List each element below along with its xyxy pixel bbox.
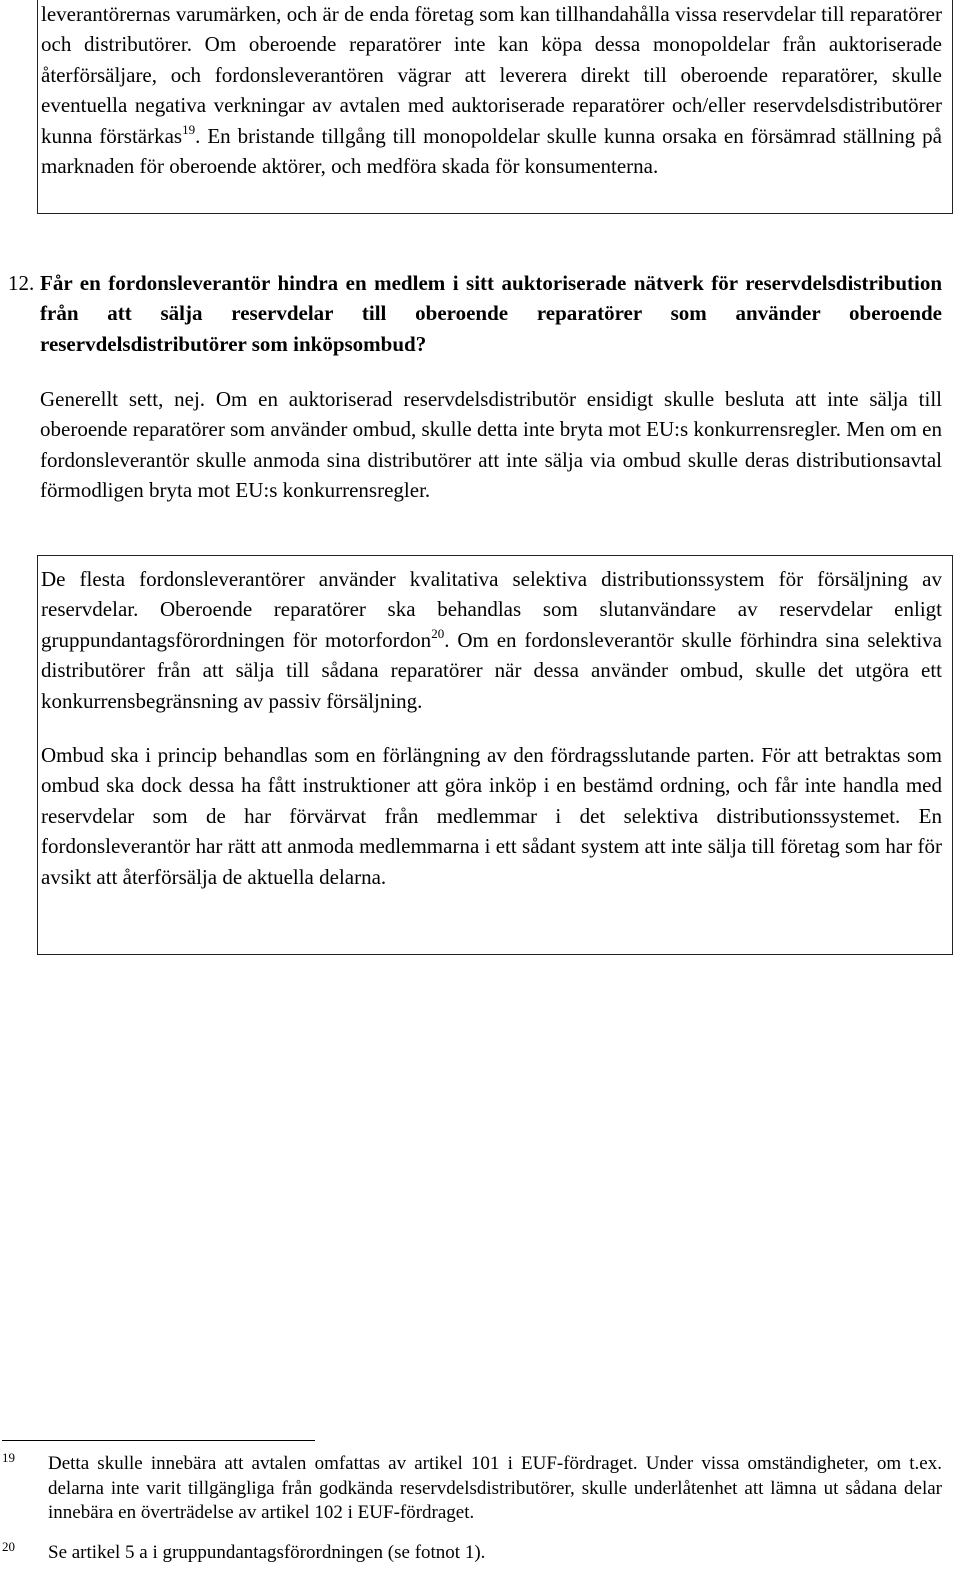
answer-block — [40, 384, 942, 506]
footnote-20 — [0, 1541, 950, 1566]
boxed-paragraph — [38, 0, 952, 181]
boxed-paragraph-1-text: De flesta fordonsleverantörer använder kvalitativa selektiva distributionssystem för försäljning av reservdelar. Oberoende reparatörer ska behandlas som slutanvändare av reservdelar enligt gruppundantagsförordningen för motorfordon — [41, 567, 942, 652]
footnote-19 — [0, 1452, 950, 1526]
question-heading: Får en fordonsleverantör hindra en medlem i sitt auktoriserade nätverk för reservdelsdistribution från att sälja reservdelar till oberoende reparatörer som använder oberoende reservdelsdistributörer som inköpsombud? — [40, 271, 942, 356]
boxed-paragraph-1-text-after: . Om en fordonsleverantör skulle förhindra sina selektiva distributörer från att sälja till sådana reparatörer när dessa använder ombud, skulle det utgöra ett konkurrensbegränsning av passiv försäljning. — [41, 627, 942, 713]
footnote-text: Detta skulle innebära att avtalen omfattas av artikel 101 i EUF-fördraget. Under vissa omständigheter, om t.ex. delarna inte varit tillgängliga från godkända reservdelsdistributörer, skulle underlåtenhet att lämna ut sådana delar innebära en överträdelse av artikel 102 i EUF-fördraget. — [48, 1453, 942, 1523]
question-number: 12. — [8, 271, 35, 295]
boxed-paragraph-text-after: . En bristande tillgång till monopoldelar skulle kunna orsaka en försämrad ställning på marknaden för oberoende aktörer, och medföra skada för konsumenterna. — [41, 123, 942, 179]
boxed-text-continued — [37, 0, 953, 214]
answer-paragraph: Generellt sett, nej. Om en auktoriserad reservdelsdistributör ensidigt skulle besluta att inte sälja till oberoende reparatörer som använder ombud, skulle detta inte bryta mot EU:s konkurrensregler. Men om en fordonsleverantör skulle anmoda sina distributörer att inte sälja via ombud skulle deras distributionsavtal förmodligen bryta mot EU:s konkurrensregler. — [40, 387, 942, 503]
footnote-mark: 19 — [2, 1450, 15, 1465]
footnote-separator — [2, 1440, 315, 1441]
question-block — [8, 268, 942, 359]
footnote-ref-19[interactable]: 19 — [182, 121, 196, 137]
boxed-paragraph-1 — [38, 564, 952, 716]
footnote-text: Se artikel 5 a i gruppundantagsförordningen (se fotnot 1). — [48, 1542, 486, 1563]
boxed-text-explanation — [37, 555, 953, 955]
footnote-ref-20[interactable]: 20 — [431, 625, 445, 641]
boxed-paragraph-2: Ombud ska i princip behandlas som en förlängning av den fördragsslutande parten. För att betraktas som ombud ska dock dessa ha fått instruktioner att göra inköp i en bestämd ordning, och får inte handla med reservdelar som de har förvärvat från medlemmar i det selektiva distributionssystemet. En fordonsleverantör har rätt att anmoda medlemmarna i ett sådant system att inte sälja till företag som har för avsikt att återförsälja de aktuella delarna. — [41, 743, 942, 889]
footnote-mark: 20 — [2, 1539, 15, 1554]
boxed-paragraph-text: leverantörernas varumärken, och är de enda företag som kan tillhandahålla vissa reservdelar till reparatörer och distributörer. Om oberoende reparatörer inte kan köpa dessa monopoldelar från auktoriserade återförsäljare, och fordonsleverantören vägrar att leverera direkt till oberoende reparatörer, skulle eventuella negativa verkningar av avtalen med auktoriserade reparatörer och/eller reservdelsdistributörer kunna förstärkas — [41, 2, 942, 148]
